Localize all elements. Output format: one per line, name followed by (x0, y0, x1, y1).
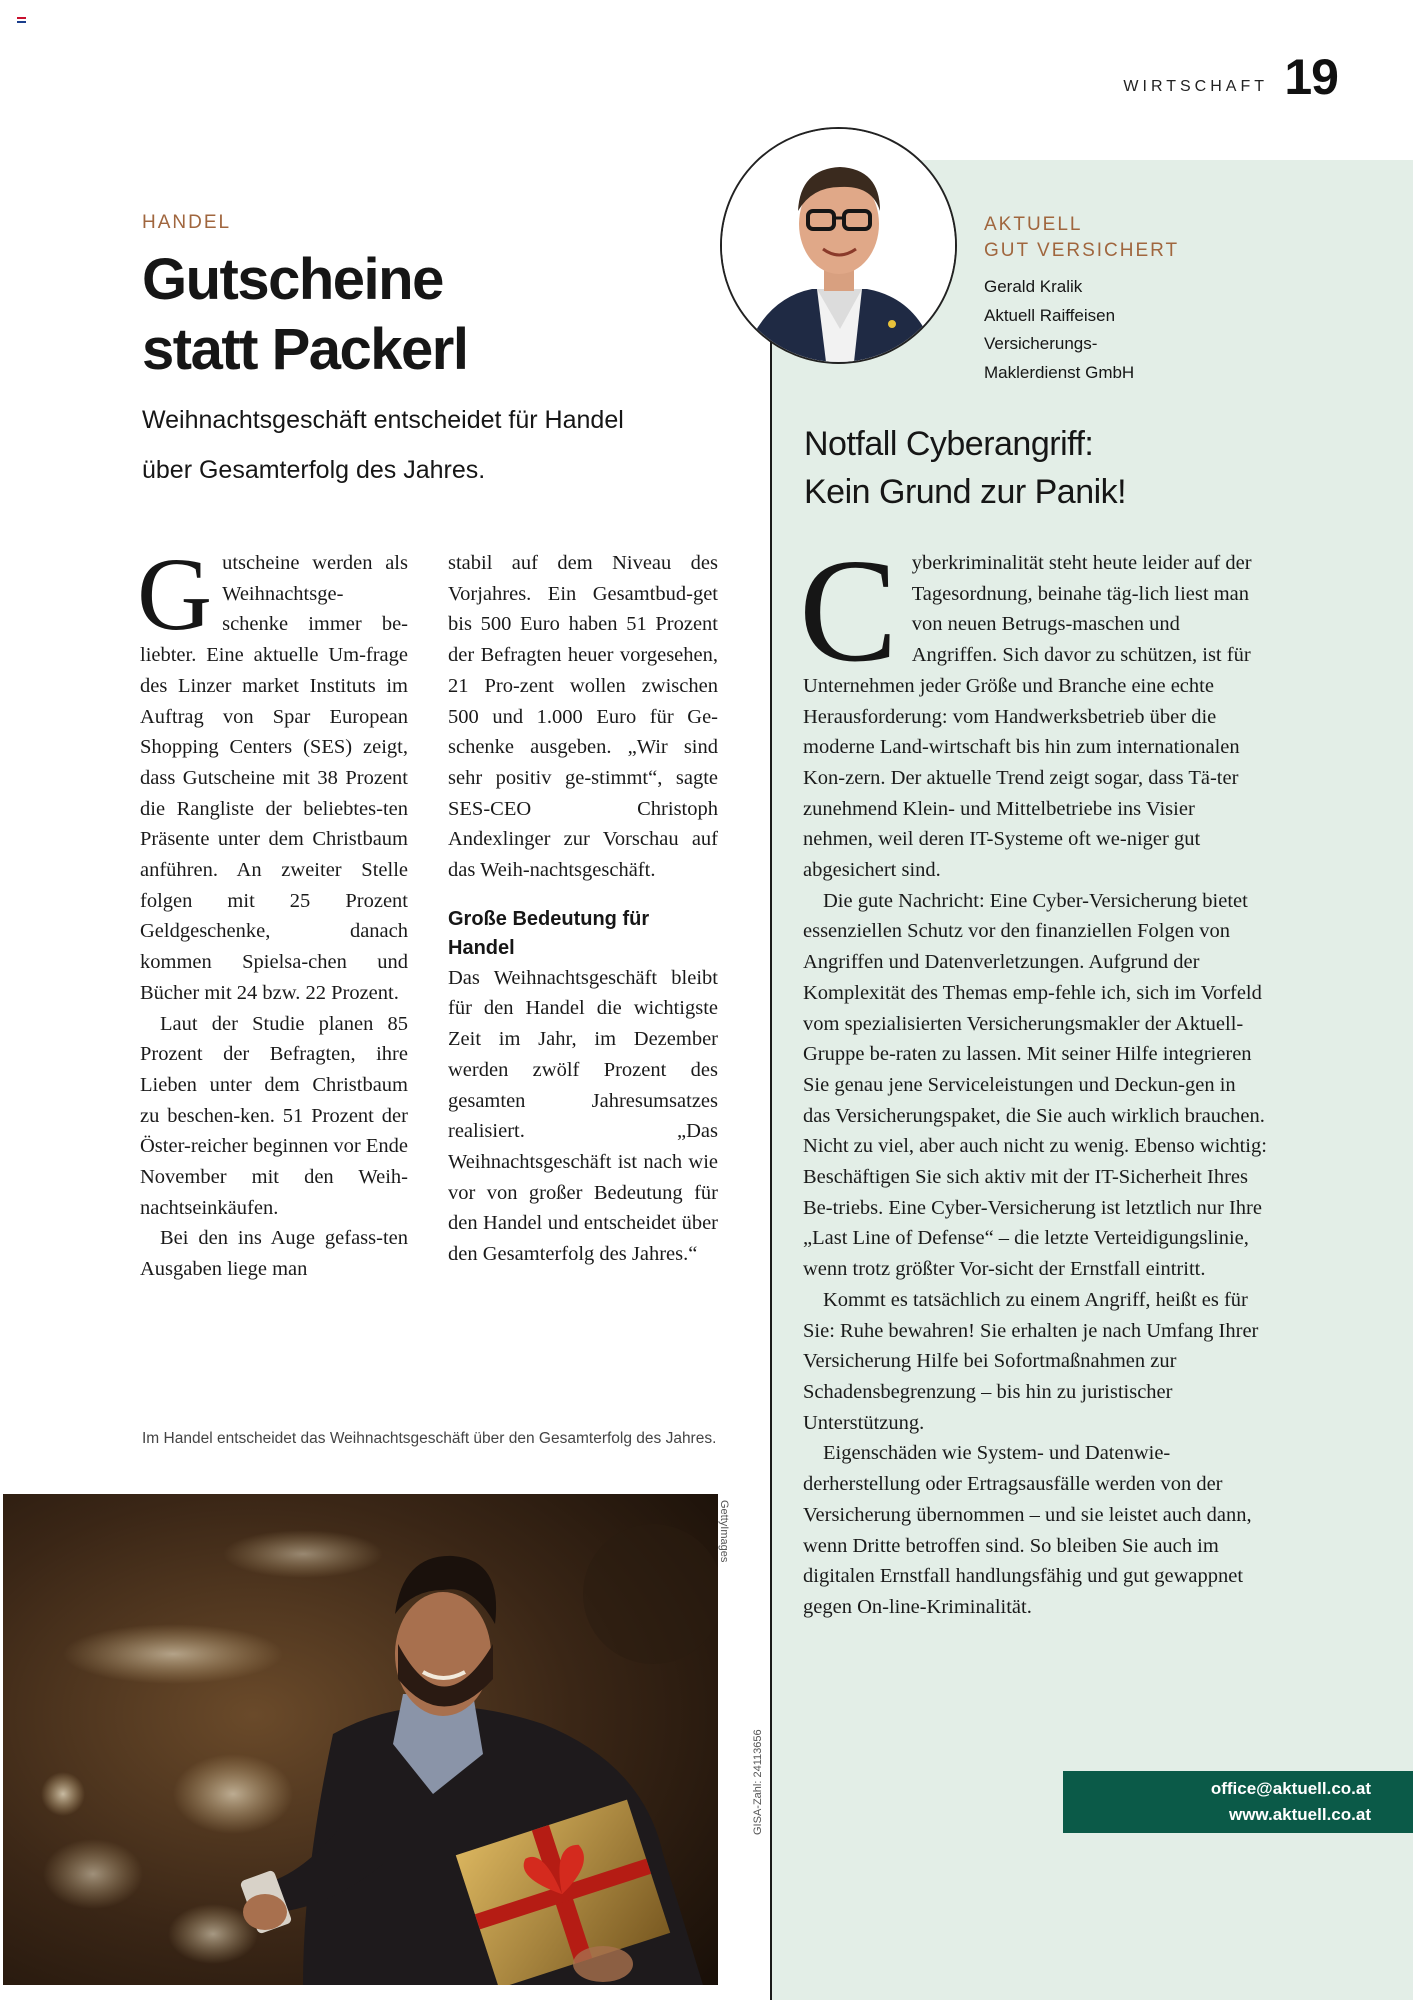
sidebar-headline-line-1: Notfall Cyberangriff: (804, 425, 1094, 463)
article-photo (3, 1494, 718, 1985)
contact-box (1063, 1771, 1413, 1833)
photo-caption: Im Handel entscheidet das Weihnachtsgeschäft über den Gesamterfolg des Jahres. (142, 1430, 717, 1447)
headline-line-2: statt Packerl (142, 317, 468, 382)
photo-credit-text: GettyImages (718, 1500, 730, 1563)
article-paragraph: Das Weihnachtsgeschäft bleibt für den Handel die wichtigste Zeit im Jahr, im Dezember werden zwölf Prozent des gesamten Jahresumsatzes realisiert. „Das Weihnachtsgeschäft ist nach wie vor von großer Bedeutung für den Handel und entscheidet über den Gesamterfolg des Jahres.“ (448, 966, 718, 1266)
contact-email-link[interactable]: office@aktuell.co.at (1210, 1779, 1371, 1798)
flag-icon (17, 17, 26, 24)
article-headline (142, 245, 742, 385)
article-column-2 (448, 548, 718, 1270)
drop-cap: C (799, 529, 898, 693)
author-company-line-2: Versicherungs- (984, 334, 1098, 353)
author-info (984, 273, 1134, 387)
contact-website-link[interactable]: www.aktuell.co.at (1228, 1805, 1371, 1824)
author-portrait (720, 127, 957, 364)
sidebar-paragraph: Eigenschäden wie System- und Datenwie-derherstellung oder Ertragsausfälle werden von der Versicherung übernommen – und sie leistet auch dann, wenn Dritte betroffen sind. So bleiben Sie auch im digitalen Ernstfall handlungsfähig und gut gewappnet gegen On-line-Kriminalität. (803, 1442, 1252, 1618)
page-number: 19 (1284, 49, 1338, 105)
gisa-text: GISA-Zahl: 24113656 (752, 1729, 764, 1835)
sidebar-paragraph: Die gute Nachricht: Eine Cyber-Versicherung bietet essenziellen Schutz vor den finanziellen Folgen von Angriffen und Datenverletzungen. Aufgrund der Komplexität des Themas emp-fehle ich, sich im Vorfeld vom spezialisierten Versicherungsmakler der Aktuell-Gruppe be-raten zu lassen. Mit seiner Hilfe integrieren Sie genau jene Serviceleistungen und Deckun-gen in das Versicherungspaket, die Sie auch wirklich brauchen. Nicht zu viel, aber auch nicht zu wenig. Ebenso wichtig: Beschäftigen Sie sich aktiv mit der IT-Sicherheit Ihres Be-triebs. Eine Cyber-Versicherung ist letztlich nur Ihre „Last Line of Defense“ – die letzte Verteidigungslinie, wenn trotz größter Vor-sicht der Ernstfall eintritt. (803, 889, 1267, 1281)
author-company-line-1: Aktuell Raiffeisen (984, 305, 1116, 325)
article-subheadline (142, 395, 702, 495)
paragraph-text: utscheine werden als Weihnachtsge-schenke immer be-liebter. Eine aktuelle Um-frage des Linzer market Instituts im Auftrag von Spar European Shopping Centers (SES) zeigt, dass Gutscheine mit 38 Prozent die Rangliste der beliebtes-ten Präsente unter dem Christbaum anführen. An zweiter Stelle folgen mit 25 Prozent Geldgeschenke, danach kommen Spielsa-chen und Bücher mit 24 bzw. 22 Prozent. (140, 552, 408, 1004)
sidebar-headline (804, 420, 1364, 516)
article-paragraph: stabil auf dem Niveau des Vorjahres. Ein Gesamtbud-get bis 500 Euro haben 51 Prozent der Befragten heuer vorgesehen, 21 Pro-zent wollen zwischen 500 und 1.000 Euro für Ge-schenke ausgeben. „Wir sind sehr positiv ge-stimmt“, sagte SES-CEO Christoph Andexlinger zur Vorschau auf das Weih-nachtsgeschäft. (448, 552, 718, 882)
headline-line-1: Gutscheine (142, 247, 443, 312)
sidebar-kicker (984, 212, 1179, 264)
article-paragraph (137, 537, 408, 1009)
article-column-1 (137, 537, 408, 1285)
article-kicker: HANDEL (142, 212, 232, 233)
author-company-line-3: Maklerdienst GmbH (984, 362, 1135, 382)
sidebar-kicker-line-2: GUT VERSICHERT (984, 240, 1180, 261)
sidebar-paragraph: Kommt es tatsächlich zu einem Angriff, heißt es für Sie: Ruhe bewahren! Sie erhalten je nach Umfang Ihrer Versicherung Hilfe bei Sofortmaßnahmen zur Schadensbegrenzung – bis hin zu juristischer Unterstützung. (803, 1288, 1259, 1434)
subheadline-line-2: über Gesamterfolg des Jahres. (142, 456, 486, 484)
gisa-number (752, 1725, 772, 1835)
section-name: WIRTSCHAFT (1123, 78, 1268, 95)
sidebar-headline-line-2: Kein Grund zur Panik! (804, 473, 1127, 511)
paragraph-text: yberkriminalität steht heute leider auf der Tagesordnung, beinahe täg-lich liest man von neuen Betrugs-maschen und Angriffen. Sich davor zu schützen, ist für Unternehmen jeder Größe und Branche eine echte Herausforderung: vom Handwerksbetrieb über die moderne Land-wirtschaft bis hin zum internationalen Kon-zern. Der aktuelle Trend zeigt sogar, dass Tä-ter zunehmend Klein- und Mittelbetriebe ins Visier nehmen, weil deren IT-Systeme oft we-niger gut abgesichert sind. (803, 552, 1252, 882)
sidebar-paragraph (799, 529, 1268, 886)
sidebar-body (799, 529, 1268, 1623)
subheadline-line-1: Weihnachtsgeschäft entscheidet für Handel (142, 406, 624, 434)
photo-illustration (3, 1494, 718, 1985)
article-subhead: Große Bedeutung für Handel (448, 907, 650, 959)
author-name: Gerald Kralik (984, 277, 1083, 296)
drop-cap: G (137, 537, 213, 652)
sidebar-kicker-line-1: AKTUELL (984, 214, 1083, 235)
photo-credit (716, 1500, 736, 1590)
portrait-illustration (722, 129, 955, 362)
article-paragraph: Laut der Studie planen 85 Prozent der Befragten, ihre Lieben unter dem Christbaum zu beschen-ken. 51 Prozent der Öster-reicher beginnen vor Ende November mit den Weih-nachtseinkäufen. (140, 1012, 408, 1219)
article-paragraph: Bei den ins Auge gefass-ten Ausgaben liege man (140, 1227, 408, 1281)
